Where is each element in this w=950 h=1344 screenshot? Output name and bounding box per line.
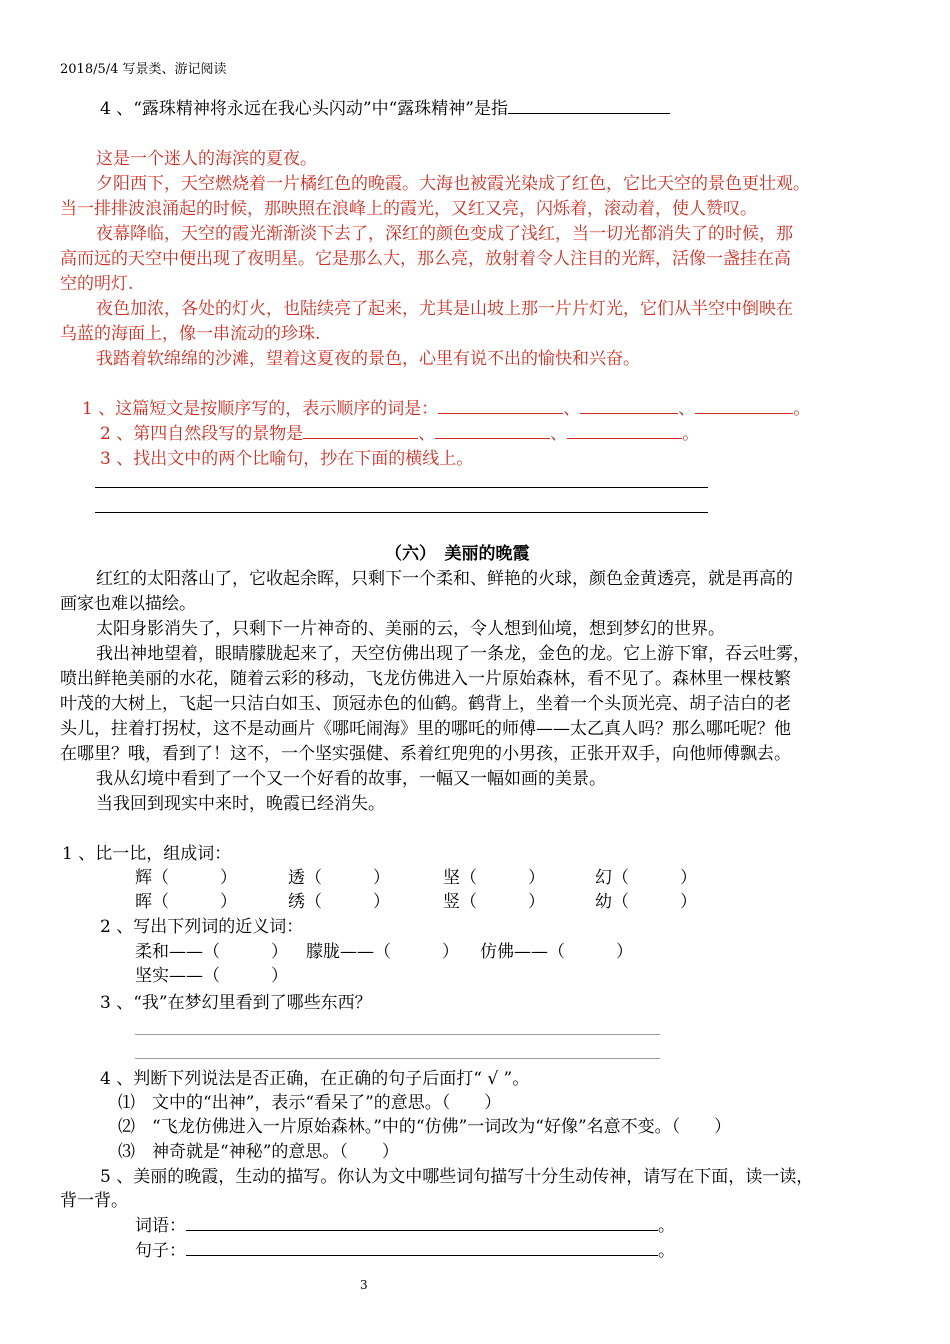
- sentence-label: 句子：: [135, 1241, 186, 1261]
- passage6-question-5-cont: 背一背。: [60, 1191, 128, 1211]
- answer-blank[interactable]: [303, 422, 418, 439]
- answer-blank[interactable]: [695, 397, 793, 414]
- passage6-line: 画家也难以描绘。: [60, 594, 196, 614]
- passage5-line: 空的明灯.: [60, 274, 134, 294]
- passage5-line: 当一排排波浪涌起的时候，那映照在浪峰上的霞光，又红又亮，闪烁着，滚动着，使人赞叹。: [60, 199, 757, 219]
- passage6-question-5: 5 、美丽的晚霞，生动的描写。你认为文中哪些词句描写十分生动传神，请写在下面，读一读，: [100, 1167, 814, 1187]
- synonym-item: 仿佛——（ ）: [480, 942, 633, 962]
- passage6-title: （六） 美丽的晚霞: [385, 544, 530, 564]
- word-compare-item: 透（ ）: [288, 868, 390, 888]
- question-text: 1 、这篇短文是按顺序写的，表示顺序的词是：: [82, 399, 439, 419]
- separator: 、: [563, 399, 581, 419]
- answer-blank[interactable]: [438, 397, 563, 414]
- top-question-4: [100, 97, 670, 121]
- passage6-line: 头儿，拄着打拐杖，这不是动画片《哪吒闹海》里的哪吒的师傅——太乙真人吗？那么哪吒呢？他: [60, 719, 791, 739]
- word-compare-item: 辉（ ）: [135, 868, 237, 888]
- passage5-line: 夕阳西下，天空燃烧着一片橘红色的晚霞。大海也被霞光染成了红色，它比天空的景色更壮观。: [96, 174, 810, 194]
- page-number: 3: [360, 1278, 368, 1292]
- passage6-line: 叶茂的大树上，飞起一只洁白如玉、顶冠赤色的仙鹤。鹤背上，坐着一个头顶光亮、胡子洁白的老: [60, 694, 791, 714]
- separator: 、: [418, 424, 436, 444]
- passage6-line: 喷出鲜艳美丽的水花，随着云彩的移动，飞龙仿佛进入一片原始森林，看不见了。森林里一棵枝繁: [60, 669, 791, 689]
- word-compare-item: 幼（ ）: [595, 892, 697, 912]
- passage5-line: 夜幕降临，天空的霞光渐渐淡下去了，深红的颜色变成了浅红，当一切光都消失了的时候，那: [96, 224, 793, 244]
- passage6-line: 当我回到现实中来时，晚霞已经消失。: [96, 794, 385, 814]
- passage5-line: 这是一个迷人的海滨的夏夜。: [96, 149, 317, 169]
- passage6-line: 在哪里？哦，看到了！这不，一个坚实强健、系着红兜兜的小男孩，正张开双手，向他师傅飘去。: [60, 744, 791, 764]
- synonym-item: 朦胧——（ ）: [306, 942, 459, 962]
- word-compare-item: 坚（ ）: [443, 868, 545, 888]
- judgement-item: ⑶ 神奇就是“神秘”的意思。（ ）: [118, 1142, 399, 1162]
- judgement-item: ⑴ 文中的“出神”，表示“看呆了”的意思。（ ）: [118, 1093, 502, 1113]
- passage6-question-2: 2 、写出下列词的近义词：: [100, 917, 304, 937]
- end-mark: 。: [658, 1241, 675, 1261]
- words-answer-row: [135, 1214, 675, 1238]
- passage5-line: 我踏着软绵绵的沙滩，望着这夏夜的景色，心里有说不出的愉快和兴奋。: [96, 349, 640, 369]
- passage6-line: 太阳身影消失了，只剩下一片神奇的、美丽的云，令人想到仙境，想到梦幻的世界。: [96, 619, 725, 639]
- sentence-answer-row: [135, 1239, 675, 1263]
- word-compare-item: 绣（ ）: [288, 892, 390, 912]
- end-mark: 。: [793, 399, 811, 419]
- answer-blank[interactable]: [435, 422, 550, 439]
- top-question-4-text: 4 、“露珠精神将永远在我心头闪动”中“露珠精神”是指: [100, 99, 508, 119]
- answer-line[interactable]: [95, 512, 708, 513]
- passage5-line: 乌蓝的海面上，像一串流动的珍珠.: [60, 324, 321, 344]
- judgement-item: ⑵ “飞龙仿佛进入一片原始森林。”中的“仿佛”一词改为“好像”名意不变。（ ）: [118, 1117, 732, 1137]
- passage5-line: 夜色加浓，各处的灯火，也陆续亮了起来，尤其是山坡上那一片片灯光，它们从半空中倒映在: [96, 299, 793, 319]
- separator: 、: [678, 399, 696, 419]
- passage6-question-4: 4 、判断下列说法是否正确，在正确的句子后面打“ √ ”。: [100, 1069, 530, 1089]
- answer-blank[interactable]: [580, 397, 678, 414]
- word-compare-item: 幻（ ）: [595, 868, 697, 888]
- answer-blank[interactable]: [508, 97, 670, 114]
- passage5-question-1: [82, 397, 810, 421]
- passage6-question-1: 1 、比一比，组成词：: [62, 844, 232, 864]
- answer-line[interactable]: [95, 487, 708, 488]
- end-mark: 。: [658, 1216, 675, 1236]
- synonym-item: 柔和——（ ）: [135, 942, 288, 962]
- passage6-line: 我出神地望着，眼睛朦胧起来了，天空仿佛出现了一条龙，金色的龙。它上游下窜，吞云吐雾，: [96, 644, 810, 664]
- words-answer-blank[interactable]: [186, 1214, 658, 1231]
- passage6-line: 红红的太阳落山了，它收起余晖，只剩下一个柔和、鲜艳的火球，颜色金黄透亮，就是再高的: [96, 569, 793, 589]
- page-header: 2018/5/4 写景类、游记阅读: [60, 62, 227, 77]
- answer-line[interactable]: [135, 1034, 660, 1035]
- answer-line[interactable]: [135, 1058, 660, 1059]
- sentence-answer-blank[interactable]: [186, 1239, 658, 1256]
- word-compare-item: 晖（ ）: [135, 892, 237, 912]
- passage6-line: 我从幻境中看到了一个又一个好看的故事，一幅又一幅如画的美景。: [96, 769, 606, 789]
- word-compare-item: 竖（ ）: [443, 892, 545, 912]
- passage6-question-3: 3 、“我”在梦幻里看到了哪些东西？: [100, 993, 372, 1013]
- synonym-item: 坚实——（ ）: [135, 966, 288, 986]
- passage5-question-2: [100, 422, 699, 446]
- passage5-line: 高而远的天空中便出现了夜明星。它是那么大，那么亮，放射着令人注目的光辉，活像一盏挂在高: [60, 249, 791, 269]
- end-mark: 。: [682, 424, 700, 444]
- separator: 、: [550, 424, 568, 444]
- passage5-question-3: 3 、找出文中的两个比喻句，抄在下面的横线上。: [100, 449, 474, 469]
- question-text: 2 、第四自然段写的景物是: [100, 424, 304, 444]
- answer-blank[interactable]: [567, 422, 682, 439]
- words-label: 词语：: [135, 1216, 186, 1236]
